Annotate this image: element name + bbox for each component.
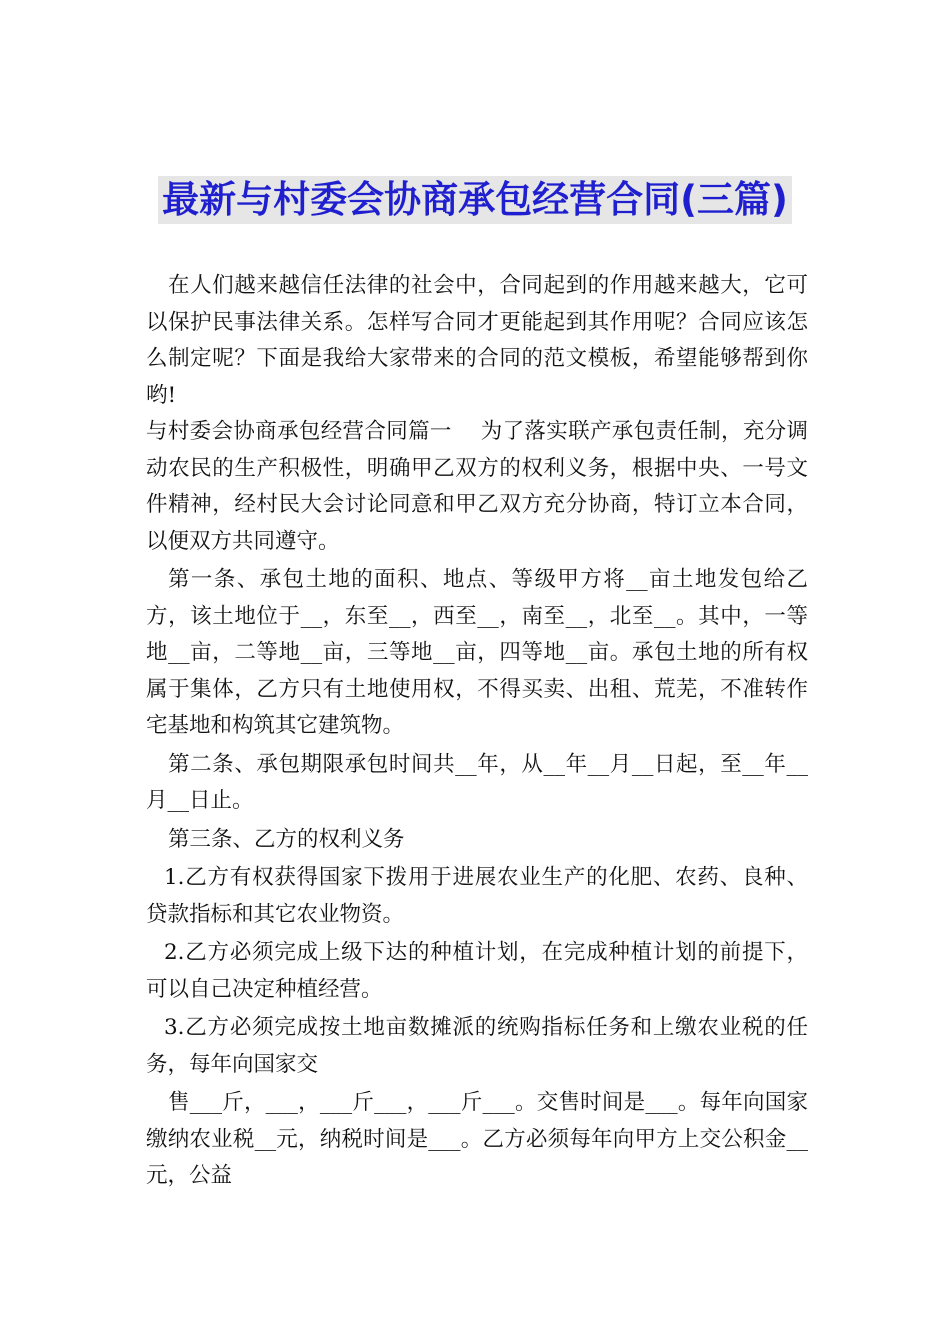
document-body [146,268,808,1195]
clause-one-paragraph: 1.乙方有权获得国家下拨用于进展农业生产的化肥、农药、良种、贷款指标和其它农业物资。 [146,865,808,927]
clause-three-continuation: 售___斤，___，___斤___，___斤___。交售时间是___。每年向国家缴纳农业税__元，纳税时间是___。乙方必须每年向甲方上交公积金__元，公益 [146,1090,808,1188]
section-one-paragraph: 与村委会协商承包经营合同篇一 为了落实联产承包责任制，充分调动农民的生产积极性，明确甲乙双方的权利义务，根据中央、一号文件精神，经村民大会讨论同意和甲乙双方充分协商，特订立本合同，以便双方共同遵守。 [146,419,808,554]
clause-three-paragraph: 3.乙方必须完成按土地亩数摊派的统购指标任务和上缴农业税的任务，每年向国家交 [146,1015,808,1077]
article-three-heading: 第三条、乙方的权利义务 [168,826,405,852]
document-title: 最新与村委会协商承包经营合同(三篇) [158,176,792,224]
article-one-paragraph: 第一条、承包土地的面积、地点、等级甲方将__亩土地发包给乙方，该土地位于__，东至__，西至__，南至__，北至__。其中，一等地__亩，二等地__亩，三等地__亩，四等地__亩。承包土地的所有权属于集体，乙方只有土地使用权，不得买卖、出租、荒芜，不准转作宅基地和构筑其它建筑物。 [146,567,808,738]
intro-paragraph: 在人们越来越信任法律的社会中，合同起到的作用越来越大，它可以保护民事法律关系。怎样写合同才更能起到其作用呢？合同应该怎么制定呢？下面是我给大家带来的合同的范文模板，希望能够帮到你哟! [146,273,808,408]
title-container [0,176,950,224]
article-two-paragraph: 第二条、承包期限承包时间共__年，从__年__月__日起，至__年__月__日止。 [146,751,808,813]
clause-two-paragraph: 2.乙方必须完成上级下达的种植计划，在完成种植计划的前提下，可以自己决定种植经营。 [146,940,808,1002]
